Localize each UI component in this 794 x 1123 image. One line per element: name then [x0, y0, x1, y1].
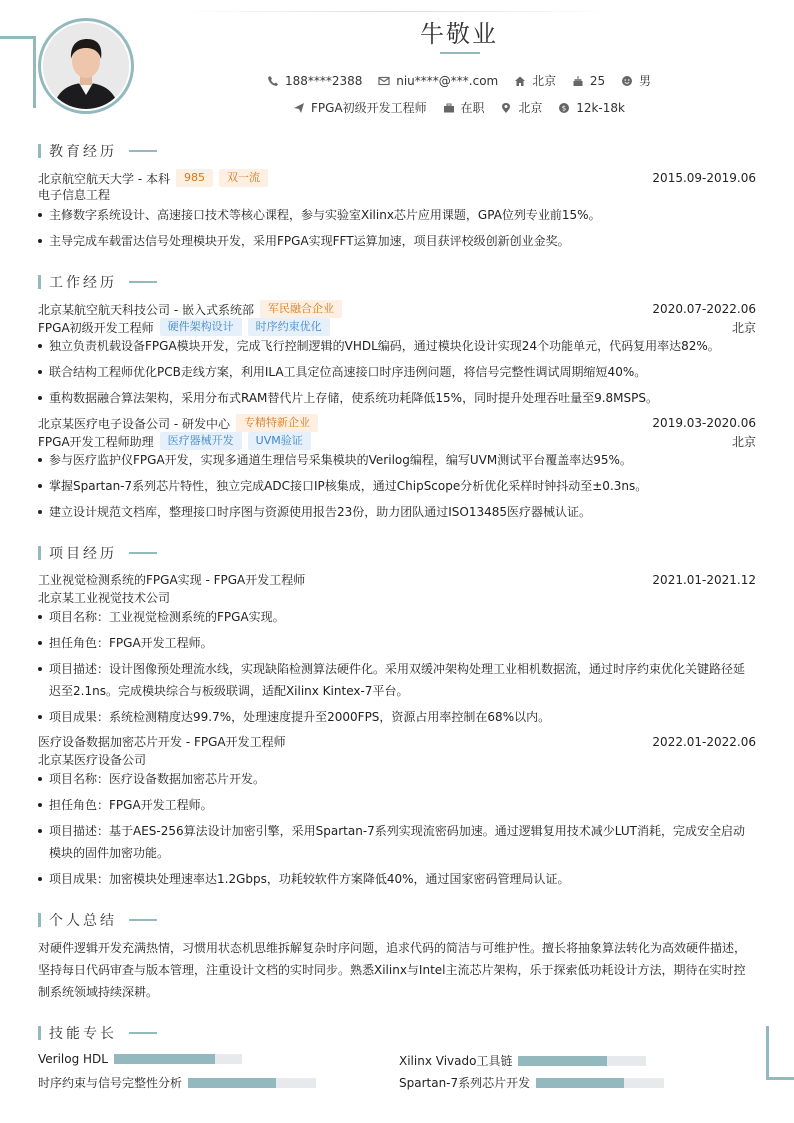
section-title-education: 教育经历 [38, 141, 157, 161]
summary-text: 对硬件逻辑开发充满热情，习惯用状态机思维拆解复杂时序问题，追求代码的简洁与可维护性。擅长将抽象算法转化为高效硬件描述，坚持每日代码审查与版本管理，注重设计文档的实时同步。熟悉Xilinx与Intel主流芯片架构，乐于探索低功耗设计方法，期待在实时控制系统领域持续深耕。 [38, 941, 747, 999]
work-period: 2019.03-2020.06 [652, 416, 756, 430]
skill-bar [188, 1078, 316, 1088]
project-period: 2021.01-2021.12 [652, 572, 756, 587]
education-period: 2015.09-2019.06 [652, 171, 756, 185]
status-item [443, 99, 485, 116]
project-bullet: 担任角色：FPGA开发工程师。 [38, 794, 756, 816]
section-title-work: 工作经历 [38, 272, 157, 292]
city-value: 北京 [532, 74, 557, 88]
work-bullet: 掌握Spartan-7系列芯片特性，独立完成ADC接口IP核集成，通过ChipScope分析优化采样时钟抖动至±0.3ns。 [38, 475, 756, 497]
project-bullet: 担任角色：FPGA开发工程师。 [38, 632, 756, 654]
project-bullet: 项目成果：加密模块处理速率达1.2Gbps，功耗较软件方案降低40%，通过国家密码管理局认证。 [38, 868, 756, 890]
school-tag: 双一流 [219, 169, 268, 187]
phone-value: 188****2388 [284, 73, 363, 88]
school-name: 北京航空航天大学 - 本科 [38, 171, 170, 186]
work-bullet: 联合结构工程师优化PCB走线方案，利用ILA工具定位高速接口时序违例问题，将信号完整性调试周期缩短40%。 [38, 361, 756, 383]
mail-icon [378, 75, 390, 87]
company-name: 北京某医疗电子设备公司 - 研发中心 [38, 416, 230, 431]
work-role-row [38, 432, 756, 450]
role-tag: 时序约束优化 [248, 318, 330, 336]
email-value: niu****@***.com [396, 73, 499, 88]
work-header [38, 414, 756, 432]
money-icon [558, 102, 570, 114]
project-company: 北京某医疗设备公司 [38, 753, 147, 767]
home-icon [514, 75, 526, 87]
city-item [514, 72, 556, 89]
project-bullet: 项目成果：系统检测精度达99.7%，处理速度提升至2000FPS，资源占用率控制在68%以内。 [38, 706, 756, 728]
education-major: 电子信息工程 [38, 188, 111, 202]
work-period: 2020.07-2022.06 [652, 302, 756, 316]
skill-bar-fill [188, 1078, 276, 1088]
skill-name: 时序约束与信号完整性分析 [38, 1076, 183, 1090]
send-icon [293, 102, 305, 114]
job-role: FPGA初级开发工程师 [38, 320, 154, 335]
briefcase-icon [443, 102, 455, 114]
skill-bar [536, 1078, 664, 1088]
project-header [38, 571, 756, 588]
work-bullet: 独立负责机载设备FPGA模块开发，完成飞行控制逻辑的VHDL编码，通过模块化设计实现24个功能单元，代码复用率达82%。 [38, 335, 756, 357]
company-tag: 专精特新企业 [236, 414, 318, 432]
project-company: 北京某工业视觉技术公司 [38, 591, 171, 605]
age-value: 25 [589, 73, 606, 88]
company-tag: 军民融合企业 [260, 300, 342, 318]
salary-item [558, 101, 625, 115]
skill-item [38, 1074, 316, 1091]
skill-bar [518, 1056, 646, 1066]
skill-item [399, 1052, 646, 1069]
target-city-value: 北京 [518, 101, 543, 115]
status-value: 在职 [460, 101, 485, 115]
job-role: FPGA开发工程师助理 [38, 434, 154, 449]
work-location: 北京 [731, 434, 756, 449]
work-header [38, 300, 756, 318]
email-item [378, 74, 498, 88]
project-company-row [38, 751, 756, 768]
work-bullet: 建立设计规范文档库，整理接口时序图与资源使用报告23份，助力团队通过ISO13485医疗器械认证。 [38, 501, 756, 523]
work-bullet: 重构数据融合算法架构，采用分布式RAM替代片上存储，使系统功耗降低15%，同时提升处理吞吐量至9.8MSPS。 [38, 387, 756, 409]
skill-bar-fill [536, 1078, 624, 1088]
company-name: 北京某航空航天科技公司 - 嵌入式系统部 [38, 302, 254, 317]
education-major-row [38, 186, 756, 203]
skill-item [38, 1052, 242, 1066]
skill-name: Xilinx Vivado工具链 [399, 1054, 513, 1068]
project-title: 医疗设备数据加密芯片开发 - FPGA开发工程师 [38, 735, 286, 749]
work-role-row [38, 318, 756, 336]
project-company-row [38, 589, 756, 606]
section-title-summary: 个人总结 [38, 910, 157, 930]
section-title-projects: 项目经历 [38, 543, 157, 563]
phone-item [267, 74, 362, 88]
project-period: 2022.01-2022.06 [652, 734, 756, 749]
skill-item [399, 1074, 664, 1091]
target-city-item [500, 99, 542, 116]
role-tag: UVM验证 [248, 432, 311, 450]
project-bullet: 项目名称：医疗设备数据加密芯片开发。 [38, 768, 756, 790]
education-header [38, 169, 756, 187]
salary-value: 12k-18k [576, 100, 625, 115]
contact-info-row [0, 72, 794, 90]
top-divider [180, 11, 614, 12]
gender-value: 男 [639, 74, 652, 88]
skill-bar-fill [518, 1056, 606, 1066]
skill-name: Spartan-7系列芯片开发 [399, 1076, 531, 1090]
work-bullet: 参与医疗监护仪FPGA开发，实现多通道生理信号采集模块的Verilog编程，编写UVM测试平台覆盖率达95%。 [38, 449, 756, 471]
cake-icon [572, 75, 584, 87]
target-job-value: FPGA初级开发工程师 [311, 101, 427, 115]
target-job-item [293, 99, 427, 116]
section-title-skills: 技能专长 [38, 1023, 157, 1043]
corner-decoration-bottom-right [766, 1026, 794, 1080]
candidate-name: 牛敬业 [420, 20, 498, 48]
age-item [572, 74, 605, 88]
project-bullet: 项目描述：设计图像预处理流水线，实现缺陷检测算法硬件化。采用双缓冲架构处理工业相机数据流，通过时序约束优化关键路径延迟至2.1ns。完成模块综合与板级联调，适配Xilinx Kintex-7平台。 [38, 658, 756, 702]
project-bullet: 项目名称：工业视觉检测系统的FPGA实现。 [38, 606, 756, 628]
project-title: 工业视觉检测系统的FPGA实现 - FPGA开发工程师 [38, 573, 306, 587]
skill-name: Verilog HDL [38, 1052, 108, 1066]
job-intent-row [0, 99, 794, 117]
smiley-icon [621, 75, 633, 87]
education-bullet: 主修数字系统设计、高速接口技术等核心课程，参与实验室Xilinx芯片应用课题，GPA位列专业前15%。 [38, 204, 756, 226]
gender-item [621, 72, 651, 89]
role-tag: 医疗器械开发 [160, 432, 242, 450]
phone-icon [267, 75, 279, 87]
work-location: 北京 [731, 320, 756, 335]
name-underline [440, 52, 480, 54]
education-bullet: 主导完成车载雷达信号处理模块开发，采用FPGA实现FFT运算加速，项目获评校级创新创业金奖。 [38, 230, 756, 252]
svg-text:$: $ [561, 104, 567, 113]
school-tag: 985 [176, 169, 213, 187]
skill-bar [114, 1054, 242, 1064]
project-header [38, 733, 756, 750]
location-pin-icon [500, 102, 512, 114]
role-tag: 硬件架构设计 [160, 318, 242, 336]
project-bullet: 项目描述：基于AES-256算法设计加密引擎，采用Spartan-7系列实现流密码加速。通过逻辑复用技术减少LUT消耗，完成安全启动模块的固件加密功能。 [38, 820, 756, 864]
skill-bar-fill [114, 1054, 215, 1064]
